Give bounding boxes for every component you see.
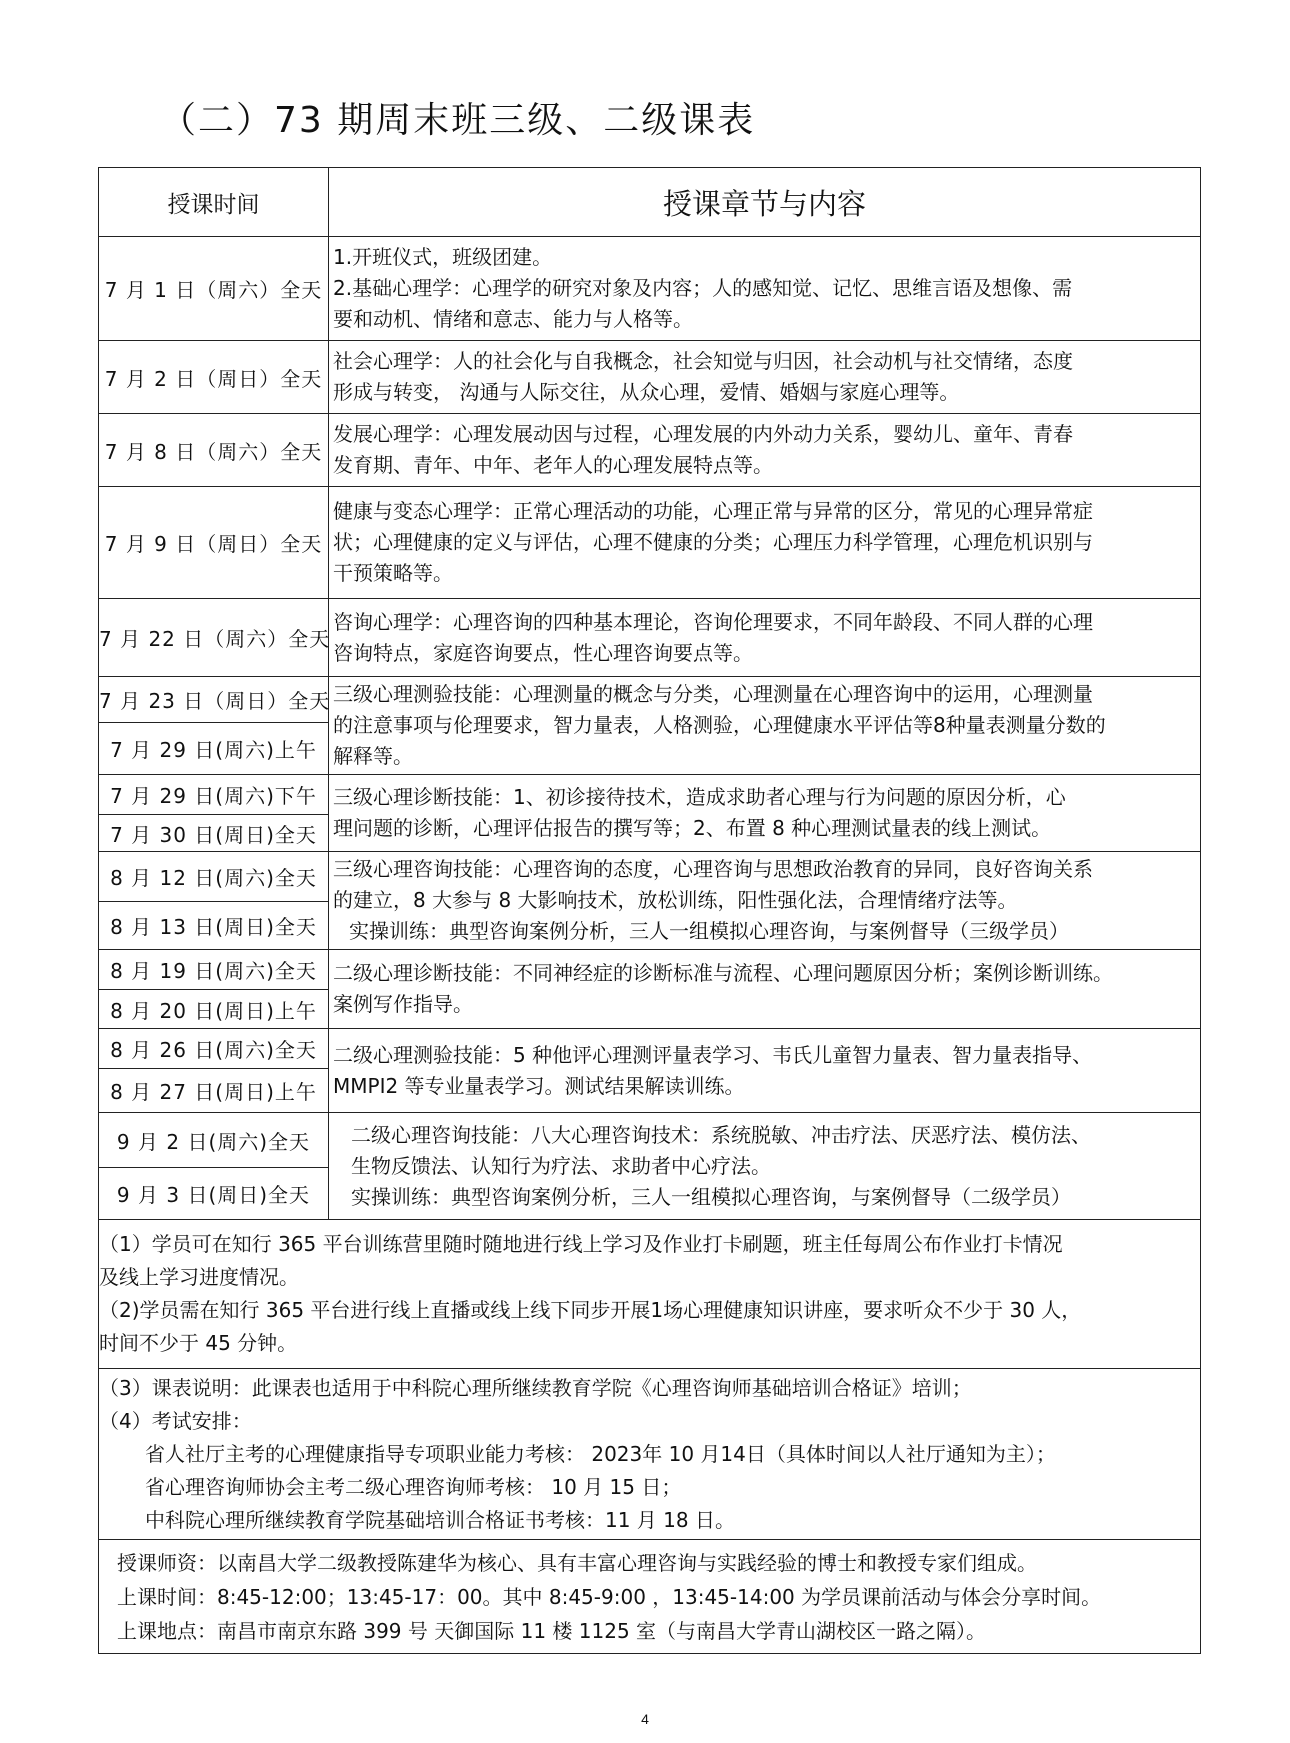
content-line: 要和动机、情绪和意志、能力与人格等。	[333, 307, 693, 331]
row-time: 7 月 22 日（周六）全天	[99, 599, 329, 677]
row-time: 8 月 19 日(周六)全天	[99, 950, 329, 990]
row-content	[329, 487, 1201, 599]
table-row	[99, 237, 1201, 341]
note-line: （2)学员需在知行 365 平台进行线上直播或线上线下同步开展1场心理健康知识讲座，要求听众不少于 30 人，	[99, 1298, 1082, 1322]
notes-block	[99, 1220, 1201, 1369]
content-line: 2.基础心理学：心理学的研究对象及内容；人的感知觉、记忆、思维言语及想像、需	[333, 276, 1073, 300]
row-time: 7 月 29 日(周六)上午	[99, 723, 329, 775]
row-time: 7 月 2 日（周日）全天	[99, 341, 329, 414]
row-content	[329, 237, 1201, 341]
table-row	[99, 1029, 1201, 1069]
note-line: （3）课表说明：此课表也适用于中科院心理所继续教育学院《心理咨询师基础培训合格证》培训；	[99, 1375, 972, 1400]
content-line: 实操训练：典型咨询案例分析，三人一组模拟心理咨询，与案例督导（三级学员）	[349, 919, 1069, 943]
content-line: 三级心理咨询技能：心理咨询的态度，心理咨询与思想政治教育的异同，良好咨询关系	[333, 857, 1093, 881]
content-line: 三级心理测验技能：心理测量的概念与分类，心理测量在心理咨询中的运用，心理测量	[333, 682, 1093, 706]
row-content	[329, 599, 1201, 677]
note-line: （4）考试安排：	[99, 1408, 252, 1433]
row-content	[329, 341, 1201, 414]
note-line: 及线上学习进度情况。	[99, 1265, 299, 1289]
content-line: 理问题的诊断，心理评估报告的撰写等；2、布置 8 种心理测试量表的线上测试。	[333, 816, 1052, 840]
row-content	[329, 852, 1201, 950]
table-header-row	[99, 168, 1201, 237]
notes-block	[99, 1369, 1201, 1540]
content-line: 1.开班仪式，班级团建。	[333, 245, 553, 269]
notes-row	[99, 1220, 1201, 1369]
row-time: 7 月 29 日(周六)下午	[99, 775, 329, 815]
content-line: 案例写作指导。	[333, 992, 473, 1016]
row-time: 8 月 20 日(周日)上午	[99, 990, 329, 1029]
content-line: MMPI2 等专业量表学习。测试结果解读训练。	[333, 1073, 745, 1098]
row-content	[329, 677, 1201, 775]
note-line: （1）学员可在知行 365 平台训练营里随时随地进行线上学习及作业打卡刷题，班主任每周公布作业打卡情况	[99, 1232, 1063, 1256]
notes-row	[99, 1369, 1201, 1540]
content-line: 三级心理诊断技能：1、初诊接待技术，造成求助者心理与行为问题的原因分析，心	[333, 785, 1066, 809]
content-line: 解释等。	[333, 744, 413, 768]
content-line: 咨询心理学：心理咨询的四种基本理论，咨询伦理要求，不同年龄段、不同人群的心理	[333, 609, 1093, 634]
row-time: 9 月 2 日(周六)全天	[99, 1113, 329, 1168]
row-time: 8 月 27 日(周日)上午	[99, 1069, 329, 1113]
page-number: 4	[641, 1711, 649, 1727]
info-line: 上课时间：8:45-12:00；13:45-17：00。其中 8:45-9:00 ，13:45-14:00 为学员课前活动与体会分享时间。	[117, 1584, 1102, 1609]
row-content	[329, 1113, 1201, 1220]
table-row	[99, 599, 1201, 677]
content-line: 二级心理诊断技能：不同神经症的诊断标准与流程、心理问题原因分析；案例诊断训练。	[333, 961, 1113, 985]
content-line: 状；心理健康的定义与评估，心理不健康的分类；心理压力科学管理，心理危机识别与	[333, 530, 1093, 554]
table-row	[99, 1113, 1201, 1168]
table-row	[99, 775, 1201, 815]
note-line: 省人社厅主考的心理健康指导专项职业能力考核： 2023年 10 月14日（具体时间以人社厅通知为主）；	[145, 1441, 1056, 1466]
header-content: 授课章节与内容	[329, 168, 1201, 237]
row-time: 8 月 26 日(周六)全天	[99, 1029, 329, 1069]
content-line: 咨询特点，家庭咨询要点，性心理咨询要点等。	[333, 640, 753, 665]
table-row	[99, 950, 1201, 990]
content-line: 二级心理咨询技能：八大心理咨询技术：系统脱敏、冲击疗法、厌恶疗法、模仿法、	[351, 1122, 1091, 1147]
content-line: 形成与转变， 沟通与人际交往，从众心理，爱情、婚姻与家庭心理等。	[333, 380, 960, 404]
row-time: 9 月 3 日(周日)全天	[99, 1168, 329, 1220]
table-row	[99, 414, 1201, 487]
note-line: 省心理咨询师协会主考二级心理咨询师考核： 10 月 15 日；	[145, 1474, 682, 1499]
table-row	[99, 341, 1201, 414]
content-line: 健康与变态心理学：正常心理活动的功能，心理正常与异常的区分，常见的心理异常症	[333, 499, 1093, 523]
content-line: 发展心理学：心理发展动因与过程，心理发展的内外动力关系，婴幼儿、童年、青春	[333, 422, 1073, 446]
content-line: 的注意事项与伦理要求，智力量表，人格测验，心理健康水平评估等8种量表测量分数的	[333, 713, 1106, 737]
header-time: 授课时间	[99, 168, 329, 237]
schedule-table	[98, 167, 1201, 1654]
row-time: 7 月 30 日(周日)全天	[99, 815, 329, 852]
content-line: 发育期、青年、中年、老年人的心理发展特点等。	[333, 453, 773, 477]
info-line: 上课地点：南昌市南京东路 399 号 天御国际 11 楼 1125 室（与南昌大学青山湖校区一路之隔）。	[117, 1618, 987, 1643]
row-content	[329, 950, 1201, 1029]
table-row	[99, 852, 1201, 902]
row-time: 7 月 8 日（周六）全天	[99, 414, 329, 487]
row-time: 7 月 1 日（周六）全天	[99, 237, 329, 341]
note-line: 中科院心理所继续教育学院基础培训合格证书考核：11 月 18 日。	[145, 1507, 735, 1532]
content-line: 干预策略等。	[333, 561, 453, 585]
row-time: 7 月 23 日（周日）全天	[99, 677, 329, 723]
row-content	[329, 414, 1201, 487]
content-line: 实操训练：典型咨询案例分析，三人一组模拟心理咨询，与案例督导（二级学员）	[351, 1184, 1071, 1209]
content-line: 的建立，8 大参与 8 大影响技术，放松训练，阳性强化法，合理情绪疗法等。	[333, 888, 1018, 912]
content-line: 二级心理测验技能：5 种他评心理测评量表学习、韦氏儿童智力量表、智力量表指导、	[333, 1042, 1093, 1067]
table-row	[99, 677, 1201, 723]
table-row	[99, 487, 1201, 599]
row-content	[329, 775, 1201, 852]
row-content	[329, 1029, 1201, 1113]
info-row	[99, 1540, 1201, 1654]
page-title: （二）73 期周末班三级、二级课表	[160, 100, 756, 141]
row-time: 8 月 13 日(周日)全天	[99, 902, 329, 950]
info-block	[99, 1540, 1201, 1654]
content-line: 社会心理学：人的社会化与自我概念，社会知觉与归因，社会动机与社交情绪，态度	[333, 349, 1073, 373]
note-line: 时间不少于 45 分钟。	[99, 1331, 298, 1355]
info-line: 授课师资：以南昌大学二级教授陈建华为核心、具有丰富心理咨询与实践经验的博士和教授专家们组成。	[117, 1550, 1037, 1575]
content-line: 生物反馈法、认知行为疗法、求助者中心疗法。	[351, 1153, 771, 1178]
row-time: 7 月 9 日（周日）全天	[99, 487, 329, 599]
row-time: 8 月 12 日(周六)全天	[99, 852, 329, 902]
